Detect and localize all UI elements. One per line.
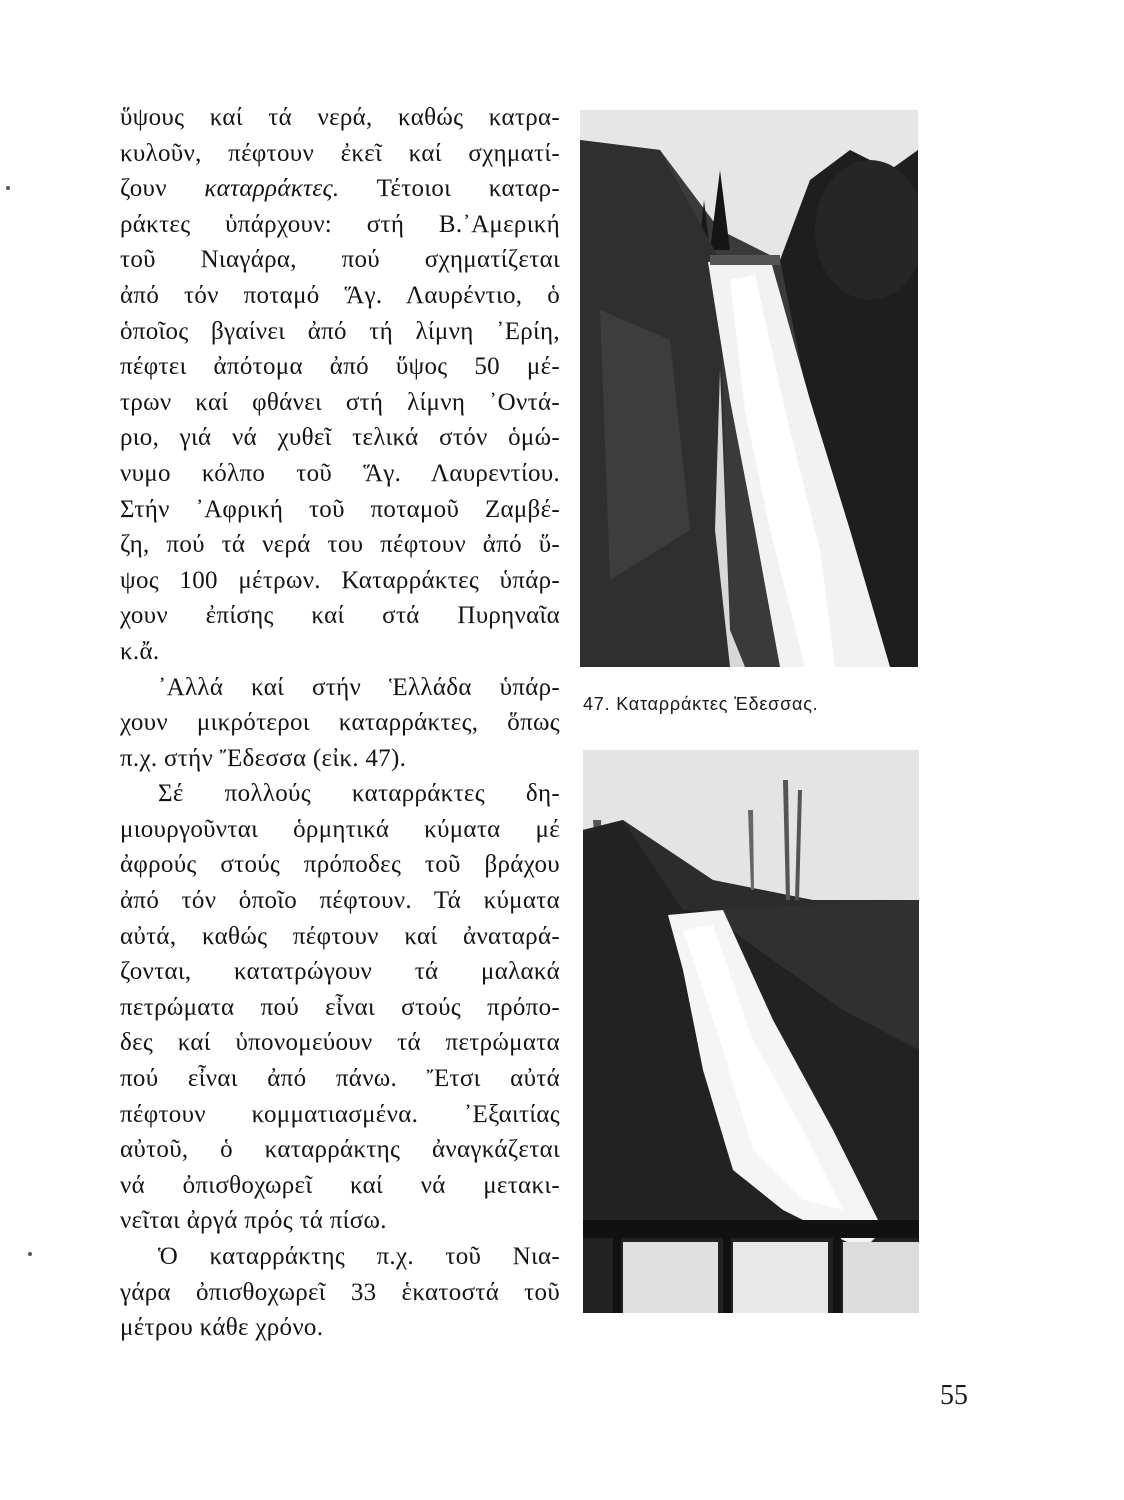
waterfall-photo-bottom: [583, 750, 919, 1313]
scan-speck: [6, 186, 10, 190]
page-number: 55: [940, 1380, 968, 1411]
text-line: πού εἶναι ἀπό πάνω. Ἔτσι αὐτά: [120, 1065, 560, 1093]
text-line: αὐτά, καθώς πέφτουν καί ἀναταρά-: [120, 922, 560, 950]
text-line: μέτρου κάθε χρόνο.: [120, 1314, 324, 1342]
scan-speck: [28, 1252, 32, 1256]
waterfall-photo-bottom-image: [583, 750, 919, 1313]
text-line: χουν μικρότεροι καταρράκτες, ὅπως: [120, 709, 560, 737]
waterfall-photo-top: [580, 110, 918, 667]
emphasized-term: καταρράκτες.: [204, 175, 340, 203]
text-line: ἀπό τόν ποταμό Ἅγ. Λαυρέντιο, ὁ: [120, 281, 560, 309]
text-line: Σέ πολλούς καταρράκτες δη-: [158, 780, 560, 808]
text-line: νά ὀπισθοχωρεῖ καί νά μετακι-: [120, 1171, 560, 1199]
text-line: τρων καί φθάνει στή λίμνη ᾿Οντά-: [120, 388, 560, 416]
text-line: κ.ἄ.: [120, 637, 160, 665]
text-line: [120, 171, 560, 207]
text-line: ἀπό τόν ὁποῖο πέφτουν. Τά κύματα: [120, 887, 560, 915]
text-line: νυμο κόλπο τοῦ Ἅγ. Λαυρεντίου.: [120, 459, 560, 487]
text-line: ζονται, κατατρώγουν τά μαλακά: [120, 958, 560, 986]
text-line: μιουργοῦνται ὁρμητικά κύματα μέ: [120, 815, 560, 843]
text-line: γάρα ὀπισθοχωρεῖ 33 ἑκατοστά τοῦ: [120, 1278, 560, 1306]
waterfall-photo-top-image: [580, 110, 918, 667]
text-line: ριο, γιά νά χυθεῖ τελικά στόν ὁμώ-: [120, 424, 560, 452]
body-text-column: [120, 100, 560, 1346]
text-line: νεῖται ἀργά πρός τά πίσω.: [120, 1207, 387, 1235]
text-line: ᾿Αλλά καί στήν Ἑλλάδα ὑπάρ-: [158, 673, 560, 701]
text-line: τοῦ Νιαγάρα, πού σχηματίζεται: [120, 246, 560, 274]
text-line: Στήν ᾿Αφρική τοῦ ποταμοῦ Ζαμβέ-: [120, 495, 560, 523]
text-line: πέφτουν κομματιασμένα. ᾿Εξαιτίας: [120, 1100, 560, 1128]
text-line: κυλοῦν, πέφτουν ἐκεῖ καί σχηματί-: [120, 139, 560, 167]
text-line: ὕψους καί τά νερά, καθώς κατρα-: [120, 104, 560, 131]
text-line: ψος 100 μέτρων. Καταρράκτες ὑπάρ-: [120, 566, 560, 594]
text-line: ζη, πού τά νερά του πέφτουν ἀπό ὕ-: [120, 531, 560, 559]
text-line: Ὁ καταρράκτης π.χ. τοῦ Νια-: [158, 1243, 560, 1270]
text-segment: Τέτοιοι καταρ-: [339, 175, 560, 203]
text-line: πέφτει ἀπότομα ἀπό ὕψος 50 μέ-: [120, 353, 560, 381]
text-line: π.χ. στήν Ἔδεσσα (εἰκ. 47).: [120, 744, 407, 772]
text-line: χουν ἐπίσης καί στά Πυρηναῖα: [120, 602, 560, 630]
text-segment: ζουν: [120, 175, 205, 203]
text-line: ράκτες ὑπάρχουν: στή Β.᾿Αμερική: [120, 210, 560, 238]
text-line: πετρώματα πού εἶναι στούς πρόπο-: [120, 993, 560, 1021]
text-line: ἀφρούς στούς πρόποδες τοῦ βράχου: [120, 851, 560, 879]
text-line: ὁποῖος βγαίνει ἀπό τή λίμνη ᾿Ερίη,: [120, 317, 560, 345]
text-line: αὐτοῦ, ὁ καταρράκτης ἀναγκάζεται: [120, 1136, 560, 1164]
text-line: δες καί ὑπονομεύουν τά πετρώματα: [120, 1029, 560, 1057]
figure-caption: 47. Καταρράκτες Ἐδεσσας.: [583, 694, 819, 714]
